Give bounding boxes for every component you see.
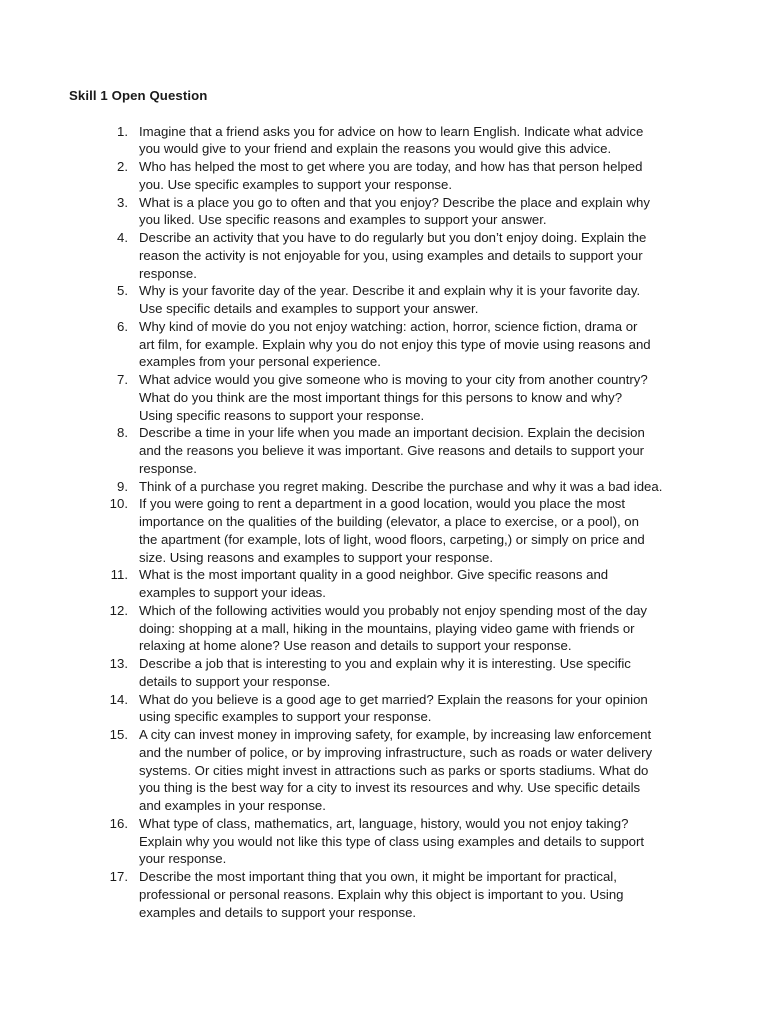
question-number: 6. [117,318,128,334]
question-number: 5. [117,283,128,299]
question-text-line: examples and details to support your response. [139,904,417,920]
question-number: 2. [117,159,128,174]
question-text-line: examples from your personal experience. [139,354,381,370]
question-number: 7. [117,372,128,387]
question-item [0,229,768,282]
question-text-line: What type of class, mathematics, art, language, history, would you not enjoy taking? [139,815,629,831]
question-text-line: response. [139,265,197,281]
question-item [0,371,768,424]
question-text-line: you thing is the best way for a city to invest its resources and why. Use specific details [139,780,641,796]
question-number: 4. [117,230,128,245]
question-text-line: What do you think are the most important things for this persons to know and why? [139,389,623,405]
question-item [0,602,768,655]
question-text-line: Imagine that a friend asks you for advice on how to learn English. Indicate what advice [139,123,644,139]
document-title: Skill 1 Open Question [69,88,208,103]
question-text-line: Describe the most important thing that you own, it might be important for practical, [139,869,617,884]
question-text-line: What advice would you give someone who is moving to your city from another country? [139,372,648,387]
question-text-line: and examples in your response. [139,798,326,813]
question-number: 15. [109,727,128,742]
question-number: 13. [109,656,128,671]
question-item [0,282,768,318]
question-text-line: What is a place you go to often and that you enjoy? Describe the place and explain why [139,194,650,210]
question-text-line: What is the most important quality in a good neighbor. Give specific reasons and [139,567,609,583]
question-text-line: importance on the qualities of the building (elevator, a place to exercise, or a pool), on [139,514,639,529]
question-number: 1. [117,123,128,139]
question-text-line: doing: shopping at a mall, hiking in the mountains, playing video game with friends or [139,620,635,636]
question-item [0,868,768,921]
question-item [0,566,768,602]
question-text-line: Why kind of movie do you not enjoy watching: action, horror, science fiction, drama or [139,318,638,334]
question-text-line: you liked. Use specific reasons and examples to support your answer. [139,212,547,228]
question-text-line: What do you believe is a good age to get married? Explain the reasons for your opinion [139,691,648,707]
question-number: 9. [117,478,128,494]
question-text-line: details to support your response. [139,673,331,689]
question-text-line: A city can invest money in improving safety, for example, by increasing law enforcement [139,727,652,742]
question-text-line: Describe a time in your life when you made an important decision. Explain the decision [139,425,645,441]
question-text-line: Explain why you would not like this type of class using examples and details to support [139,833,645,849]
question-text-line: Think of a purchase you regret making. Describe the purchase and why it was a bad idea. [139,478,663,494]
question-item [0,726,768,815]
question-number: 3. [117,194,128,210]
question-item [0,123,768,159]
question-text-line: systems. Or cities might invest in attractions such as parks or sports stadiums. What do [139,762,649,778]
question-text-line: Describe an activity that you have to do regularly but you don’t enjoy doing. Explain the [139,230,647,245]
question-item [0,194,768,230]
question-number: 17. [109,869,128,884]
question-number: 8. [117,425,128,441]
question-item [0,158,768,194]
question-text-line: you would give to your friend and explain the reasons you would give this advice. [139,141,612,157]
question-item [0,478,768,496]
question-text-line: Use specific details and examples to support your answer. [139,301,479,316]
question-text-line: If you were going to rent a department in a good location, would you place the most [139,496,626,512]
question-text-line: Describe a job that is interesting to you and explain why it is interesting. Use specific [139,656,631,671]
question-text-line: your response. [139,851,227,867]
question-text-line: examples to support your ideas. [139,585,326,600]
question-text-line: you. Use specific examples to support your response. [139,176,452,192]
question-text-line: relaxing at home alone? Use reason and details to support your response. [139,638,572,654]
question-list [0,123,768,922]
question-text-line: using specific examples to support your response. [139,709,432,725]
question-text-line: the apartment (for example, lots of light, wood floors, carpeting,) or simply on price and [139,531,645,547]
question-text-line: and the reasons you believe it was important. Give reasons and details to support your [139,443,645,458]
question-item [0,655,768,691]
question-item [0,691,768,727]
question-text-line: size. Using reasons and examples to support your response. [139,549,494,565]
question-item [0,495,768,566]
question-item [0,815,768,868]
question-text-line: professional or personal reasons. Explain why this object is important to you. Using [139,886,624,902]
question-text-line: Why is your favorite day of the year. Describe it and explain why it is your favorite day. [139,283,641,299]
question-text-line: Who has helped the most to get where you are today, and how has that person helped [139,159,643,174]
question-text-line: Using specific reasons to support your response. [139,407,425,423]
question-number: 11. [110,567,128,583]
question-number: 10. [109,496,128,512]
question-item [0,424,768,477]
question-text-line: Which of the following activities would you probably not enjoy spending most of the day [139,602,648,618]
question-text-line: and the number of police, or by improving infrastructure, such as roads or water delivery [139,744,653,760]
question-text-line: art film, for example. Explain why you do not enjoy this type of movie using reasons and [139,336,651,352]
question-number: 16. [109,815,128,831]
question-item [0,318,768,371]
question-number: 14. [109,691,128,707]
question-text-line: reason the activity is not enjoyable for you, using examples and details to support your [139,247,643,263]
question-number: 12. [109,602,128,618]
question-text-line: response. [139,460,197,476]
